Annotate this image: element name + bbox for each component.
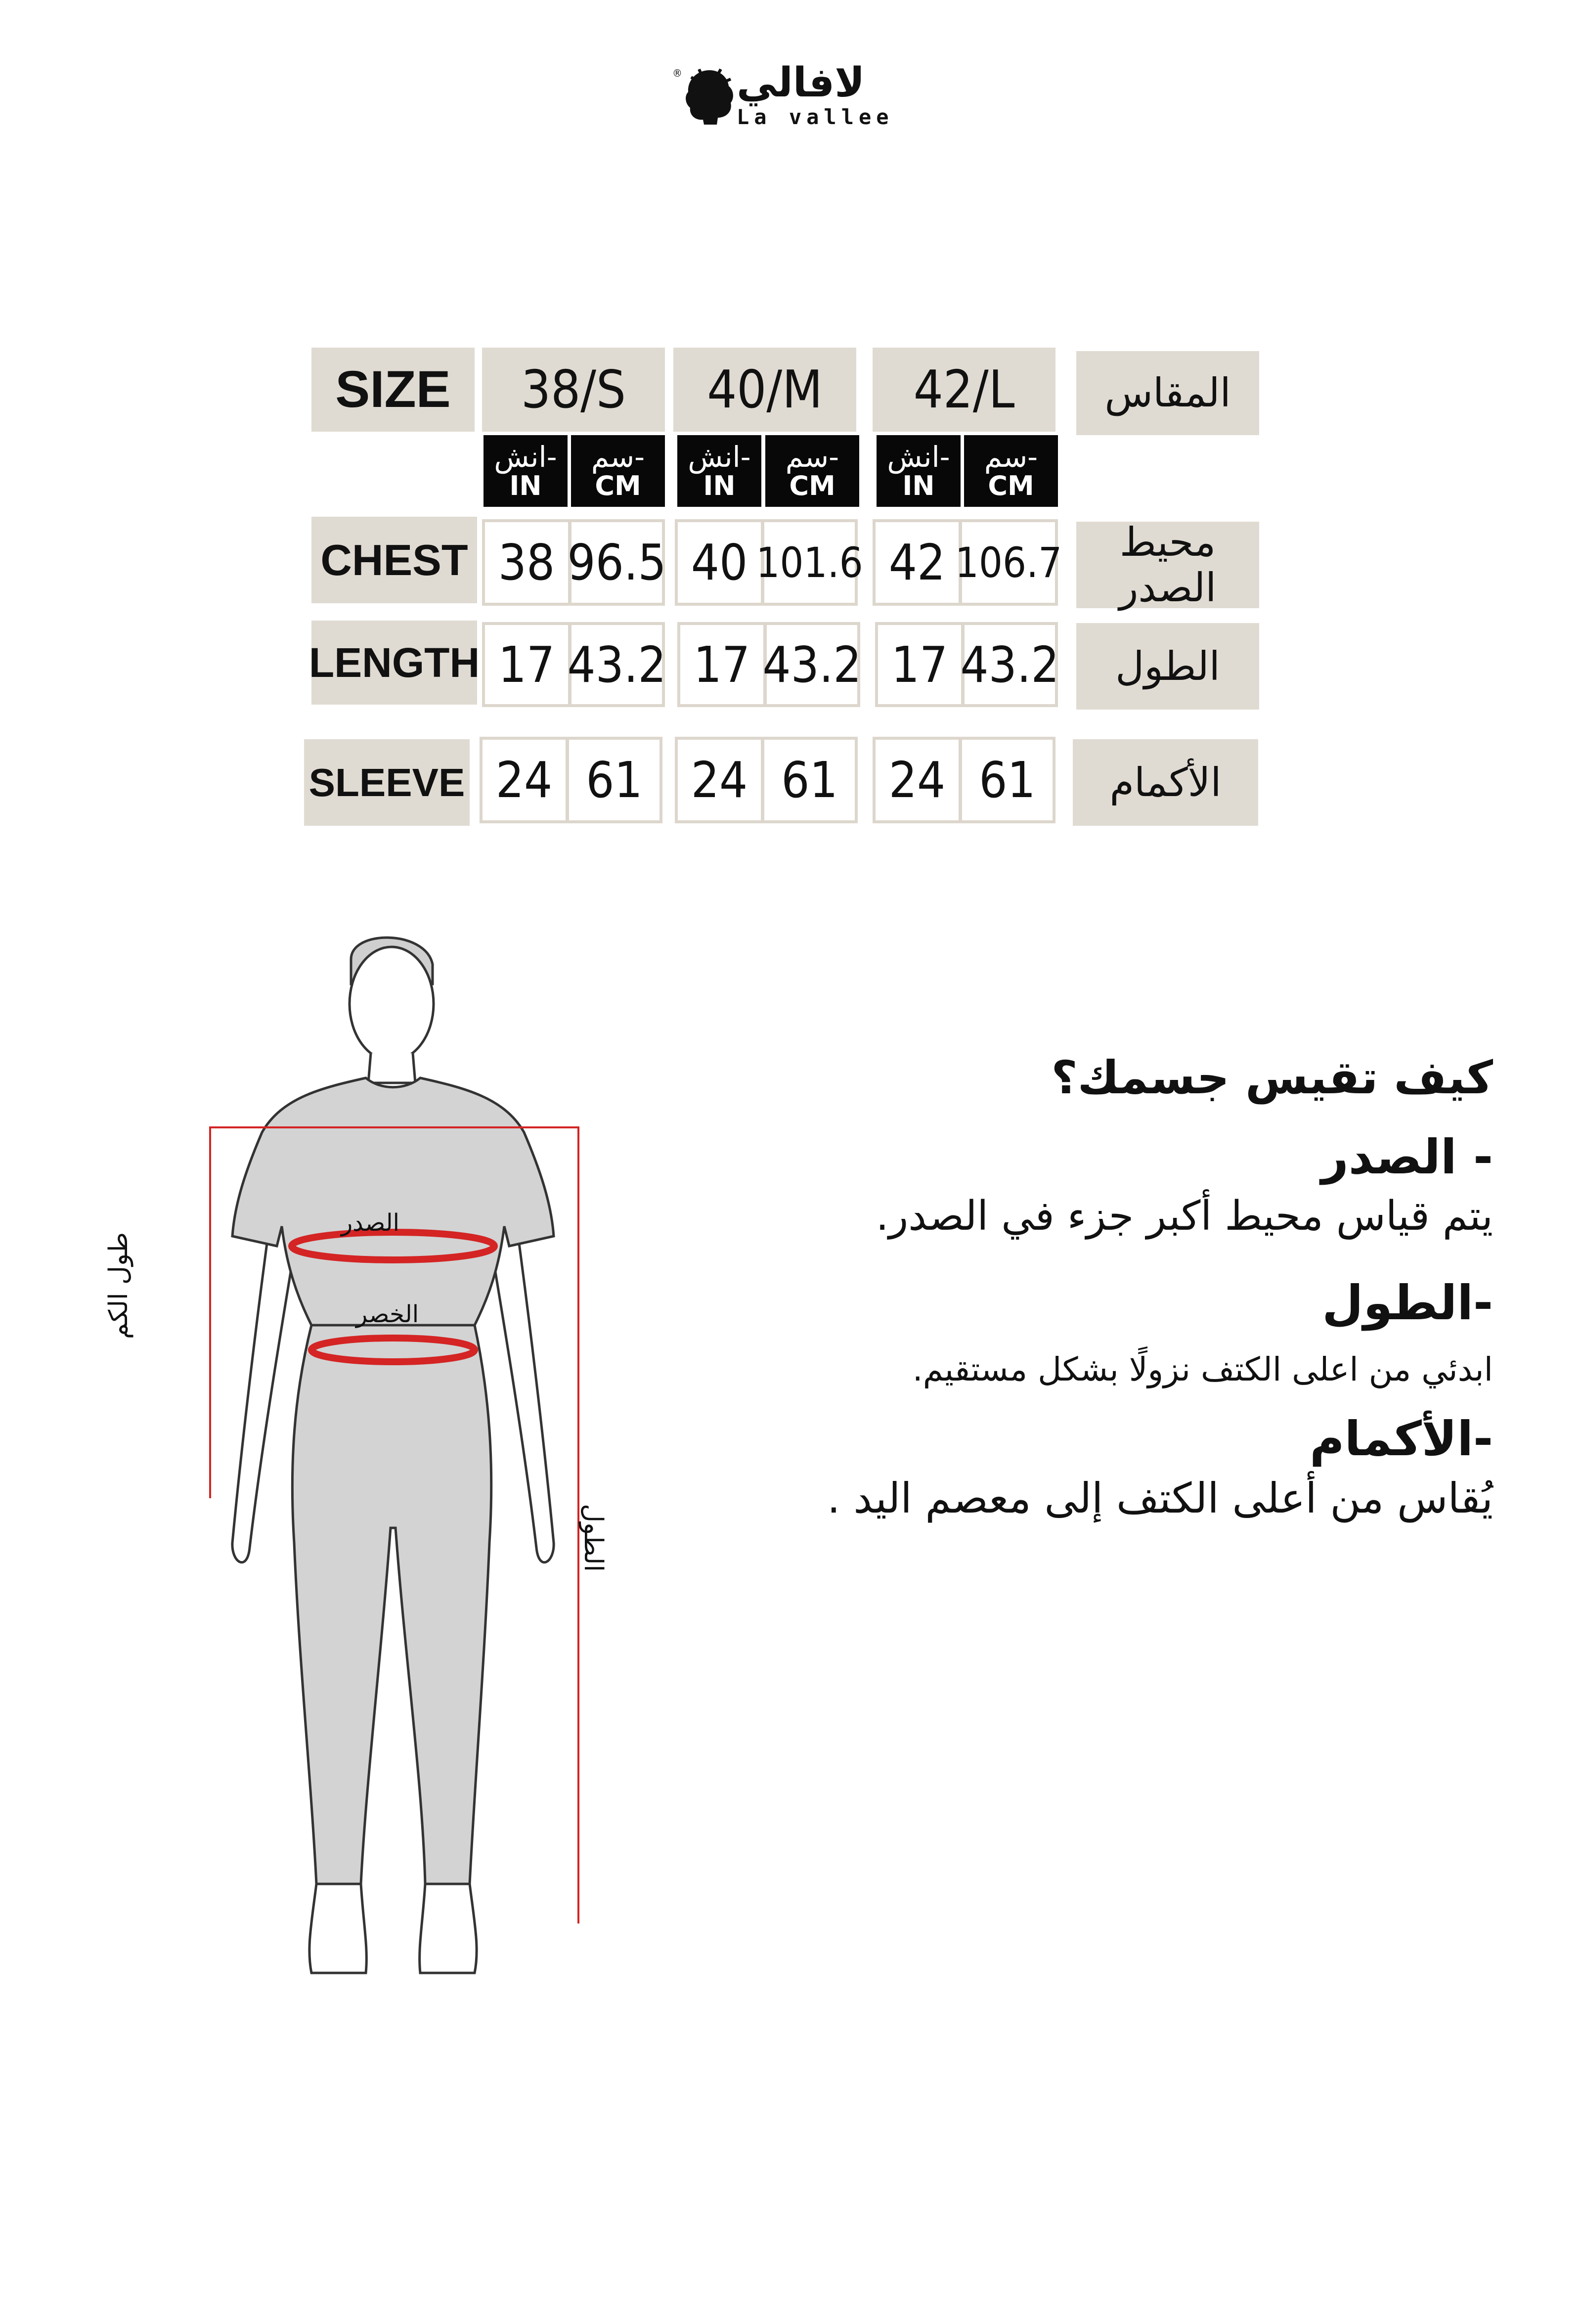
- table-cell: 61: [959, 737, 1055, 823]
- guide-text-chest: يتم قياس محيط أكبر جزء في الصدر.: [876, 1193, 1493, 1240]
- row-label-chest: CHEST: [311, 517, 477, 603]
- unit-in-l: انش- IN: [877, 435, 961, 507]
- figure-left-foot: [309, 1884, 367, 1973]
- unit-in-s: انش- IN: [483, 435, 568, 507]
- guide-text-length: ابدئي من اعلى الكتف نزولًا بشكل مستقيم.: [912, 1350, 1493, 1388]
- unit-cm-m: سم- CM: [765, 435, 859, 507]
- unit-cm-l: سم- CM: [964, 435, 1058, 507]
- table-cell: 61: [566, 737, 662, 823]
- size-label-s: 38/S: [521, 359, 626, 420]
- table-cell: 43.2: [962, 622, 1058, 707]
- size-col-l: [873, 348, 1055, 432]
- table-cell: 96.5: [569, 519, 665, 606]
- size-label-m: 40/M: [707, 359, 823, 420]
- table-cell: 40: [675, 519, 764, 606]
- table-cell: 106.7: [959, 519, 1058, 606]
- figure-chest-label: الصدر: [341, 1209, 399, 1237]
- figure-head: [350, 947, 434, 1061]
- registered-mark: ®: [672, 67, 682, 79]
- brand-logo: [672, 59, 910, 134]
- row-label-ar-length: الطول: [1076, 623, 1259, 710]
- size-col-s: [482, 348, 665, 432]
- table-cell: 24: [675, 737, 764, 823]
- size-header-ar-cell: [1076, 351, 1259, 435]
- unit-cm-s: سم- CM: [571, 435, 665, 507]
- brand-arabic-name: لافالي: [737, 59, 865, 106]
- size-label-l: 42/L: [913, 359, 1015, 420]
- row-label-ar-sleeve: الأكمام: [1073, 739, 1258, 826]
- table-cell: 24: [873, 737, 962, 823]
- figure-right-foot: [420, 1884, 477, 1973]
- unit-in-m: انش- IN: [677, 435, 761, 507]
- guide-text-sleeves: يُقاس من أعلى الكتف إلى معصم اليد .: [827, 1474, 1493, 1522]
- guide-heading-chest: - الصدر: [1321, 1129, 1493, 1185]
- table-cell: 42: [873, 519, 962, 606]
- guide-heading-sleeves: -الأكمام: [1310, 1411, 1493, 1467]
- table-cell: 38: [482, 519, 571, 606]
- size-header-label: SIZE: [335, 360, 451, 418]
- row-label-ar-chest: محيط الصدر: [1076, 522, 1259, 608]
- figure-pants: [292, 1325, 491, 1884]
- figure-waist-label: الخصر: [356, 1300, 419, 1328]
- table-cell: 43.2: [569, 622, 665, 707]
- table-cell: 17: [677, 622, 766, 707]
- table-cell: 43.2: [764, 622, 860, 707]
- size-header-cell: [311, 348, 475, 432]
- body-figure-illustration: [148, 920, 643, 2057]
- figure-length-label: الطول: [578, 1504, 608, 1572]
- figure-sleeve-length-label: طول الكم: [104, 1232, 133, 1340]
- table-cell: 61: [761, 737, 858, 823]
- measurement-guide: [771, 1043, 1493, 1533]
- lion-icon: [682, 66, 737, 126]
- table-cell: 17: [875, 622, 964, 707]
- row-label-length: LENGTH: [311, 621, 477, 705]
- table-cell: 24: [480, 737, 569, 823]
- size-col-m: [673, 348, 856, 432]
- guide-title: كيف تقيس جسمك؟: [1051, 1051, 1493, 1104]
- row-label-sleeve: SLEEVE: [304, 739, 470, 826]
- table-cell: 17: [482, 622, 571, 707]
- brand-latin-name: La vallee: [737, 105, 894, 129]
- size-header-ar-label: المقاس: [1104, 370, 1231, 416]
- guide-heading-length: -الطول: [1322, 1275, 1493, 1331]
- table-cell: 101.6: [761, 519, 858, 606]
